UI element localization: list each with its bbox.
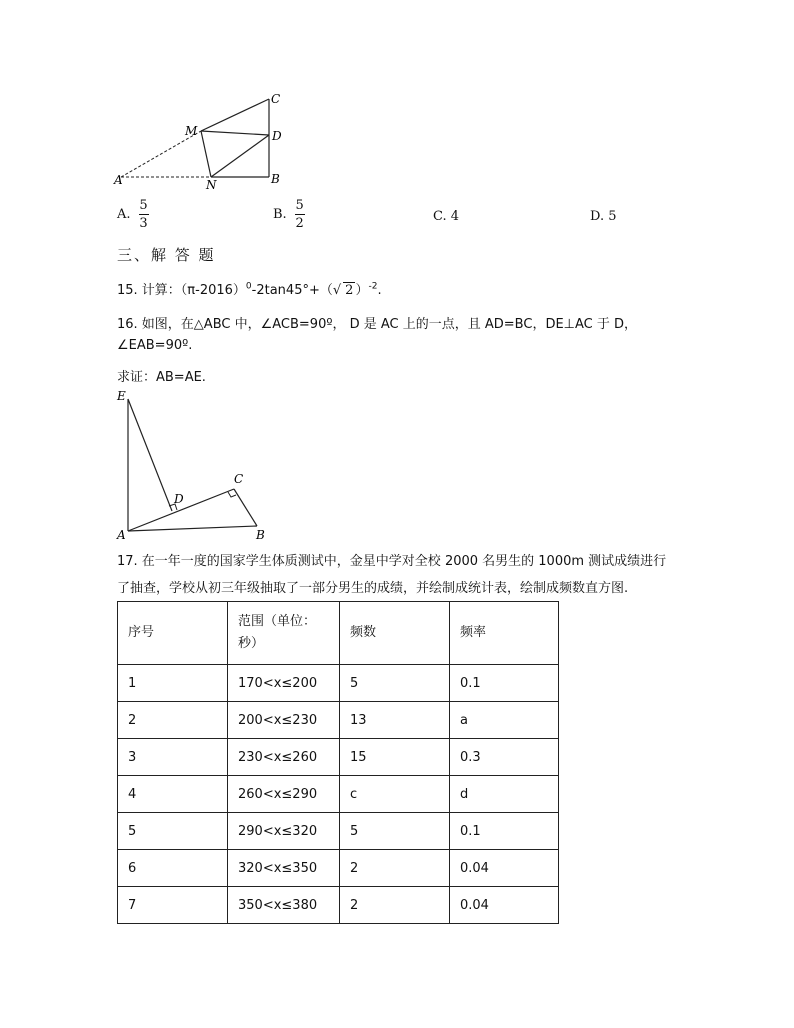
choice-b[interactable]: B. $\frac{5}{2}$ bbox=[273, 198, 304, 231]
figure-triangle-mn bbox=[110, 88, 300, 193]
section-title: 三、解 答 题 bbox=[117, 246, 216, 264]
table-row: 4 260<x≤290 c d bbox=[118, 776, 559, 813]
question-16-proof: 求证：AB=AE. bbox=[117, 370, 206, 385]
question-17-line1: 17. 在一年一度的国家学生体质测试中，金星中学对全校 2000 名男生的 1000m 测试成绩进行 bbox=[117, 554, 667, 569]
question-17-line2: 了抽查，学校从初三年级抽取了一部分男生的成绩，并绘制成统计表，绘制成频数直方图. bbox=[117, 581, 629, 596]
fraction: $\frac{5}{3}$ bbox=[139, 198, 148, 231]
table-header-row bbox=[118, 602, 559, 665]
table-row: 6 320<x≤350 2 0.04 bbox=[118, 850, 559, 887]
label-B: B bbox=[271, 172, 280, 186]
fraction: $\frac{5}{2}$ bbox=[295, 198, 304, 231]
label-M: M bbox=[185, 124, 198, 138]
choice-a[interactable]: A. $\frac{5}{3}$ bbox=[117, 198, 148, 231]
label-C: C bbox=[234, 472, 244, 486]
label-E: E bbox=[117, 389, 126, 403]
label-D: D bbox=[272, 129, 282, 143]
label-N: N bbox=[206, 178, 217, 192]
question-16-line1: 16. 如图，在△ABC 中，∠ACB=90º， D 是 AC 上的一点，且 AD=BC，DE⊥AC 于 D， bbox=[117, 317, 638, 332]
header-cell: 频数 bbox=[340, 602, 450, 665]
header-cell: 范围（单位：秒） bbox=[228, 602, 340, 665]
table-row: 1 170<x≤200 5 0.1 bbox=[118, 665, 559, 702]
question-16-line2: ∠EAB=90º. bbox=[117, 338, 193, 353]
label-A: A bbox=[114, 173, 123, 187]
label-B: B bbox=[256, 528, 265, 542]
question-15: 15. 计算：$(\pi-2016)^0-2\tan 45^\circ+(√$ 2 ）$^{-2}$. bbox=[117, 281, 382, 298]
choice-d[interactable]: D. 5 bbox=[590, 209, 617, 224]
header-cell: 频率 bbox=[450, 602, 559, 665]
choice-c[interactable]: C. 4 bbox=[433, 209, 460, 224]
frequency-table bbox=[117, 601, 559, 924]
table-row: 3 230<x≤260 15 0.3 bbox=[118, 739, 559, 776]
table-row: 7 350<x≤380 2 0.04 bbox=[118, 887, 559, 924]
table-row: 2 200<x≤230 13 a bbox=[118, 702, 559, 739]
label-C: C bbox=[271, 92, 281, 106]
figure-triangle-abc bbox=[112, 385, 282, 545]
label-A: A bbox=[117, 528, 126, 542]
label-D: D bbox=[174, 492, 184, 506]
table-row: 5 290<x≤320 5 0.1 bbox=[118, 813, 559, 850]
header-cell: 序号 bbox=[118, 602, 228, 665]
